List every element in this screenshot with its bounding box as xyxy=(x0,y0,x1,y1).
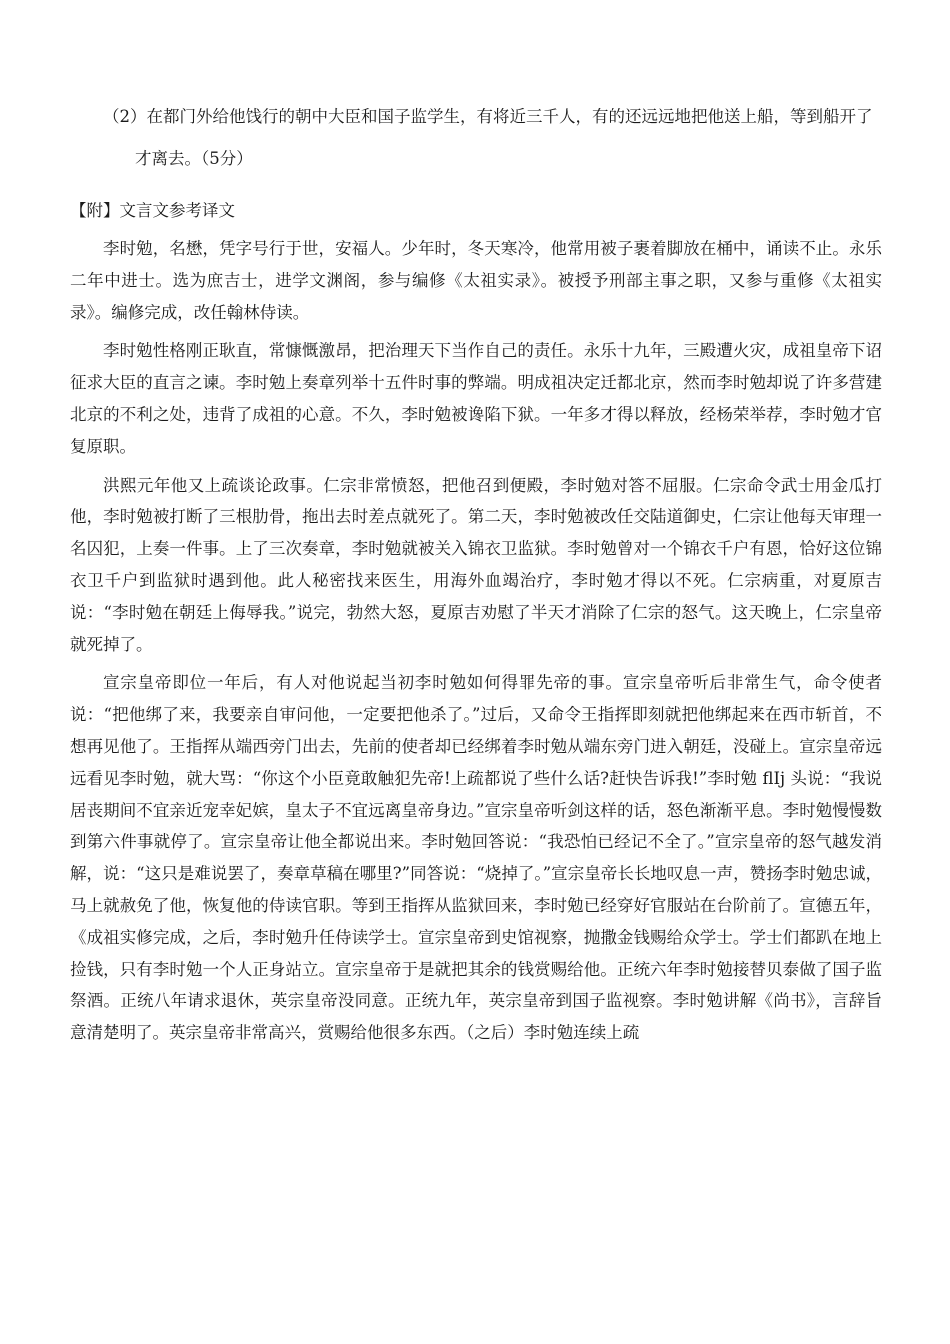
question-line-1: （2）在都门外给他饯行的朝中大臣和国子监学生，有将近三千人，有的还远远地把他送上船，等到船开了 xyxy=(103,107,873,126)
reference-translation xyxy=(70,233,882,1056)
question-line-2: 才离去。（5分） xyxy=(135,149,253,168)
translation-paragraph-3: 洪熙元年他又上疏谈论政事。仁宗非常愤怒，把他召到便殿，李时勉对答不屈服。仁宗命令武士用金瓜打他，李时勉被打断了三根肋骨，拖出去时差点就死了。第二天，李时勉被改任交陆道御史，仁宗让他每天审理一名囚犯，上奏一件事。上了三次奏章，李时勉就被关入锦衣卫监狱。李时勉曾对一个锦衣千户有恩，恰好这位锦衣卫千户到监狱时遇到他。此人秘密找来医生，用海外血竭治疗，李时勉才得以不死。仁宗病重，对夏原吉说：“李时勉在朝廷上侮辱我。”说完，勃然大怒，夏原吉劝慰了半天才消除了仁宗的怒气。这天晚上，仁宗皇帝就死掉了。 xyxy=(70,475,882,654)
translation-question xyxy=(103,96,893,180)
translation-paragraph-1: 李时勉，名懋，凭字号行于世，安福人。少年时，冬天寒冷，他常用被子裹着脚放在桶中，诵读不止。永乐二年中进士。选为庶吉士，进学文渊阁，参与编修《太祖实录》。被授予刑部主事之职，又参与重修《太祖实录》。编修完成，改任翰林侍读。 xyxy=(70,239,882,322)
translation-paragraph-2: 李时勉性格刚正耿直，常慷慨激昂，把治理天下当作自己的责任。永乐十九年，三殿遭火灾，成祖皇帝下诏征求大臣的直言之谏。李时勉上奏章列举十五件时事的弊端。明成祖决定迁都北京，然而李时勉却说了许多营建北京的不利之处，违背了成祖的心意。不久，李时勉被谗陷下狱。一年多才得以释放，经杨荣举荐，李时勉才官复原职。 xyxy=(70,341,882,456)
appendix-heading: 【附】文言文参考译文 xyxy=(70,201,235,220)
translation-paragraph-4: 宣宗皇帝即位一年后，有人对他说起当初李时勉如何得罪先帝的事。宣宗皇帝听后非常生气，命令使者说：“把他绑了来，我要亲自审问他，一定要把他杀了。”过后，又命令王指挥即刻就把他绑起来在西市斩首，不想再见他了。王指挥从端西旁门出去，先前的使者却已经绑着李时勉从端东旁门进入朝廷，没碰上。宣宗皇帝远远看见李时勉，就大骂：“你这个小臣竟敢触犯先帝!上疏都说了些什么话?赶快告诉我!”李时勉 flIj 头说：“我说居丧期间不宜亲近宠幸妃嫔，皇太子不宜远离皇帝身边。”宣宗皇帝听剑这样的话，怒色渐渐平息。李时勉慢慢数到第六件事就停了。宣宗皇帝让他全都说出来。李时勉回答说：“我恐怕已经记不全了。”宣宗皇帝的怒气越发消解，说：“这只是难说罢了，奏章草稿在哪里?”同答说：“烧掉了。”宣宗皇帝长长地叹息一声，赞扬李时勉忠诚，马上就赦免了他，恢复他的侍读官职。等到王指挥从监狱回来，李时勉已经穿好官服站在台阶前了。宣德五年，《成祖实修完成，之后，李时勉升任侍读学士。宣宗皇帝到史馆视察，抛撒金钱赐给众学士。学士们都趴在地上捡钱，只有李时勉一个人正身站立。宣宗皇帝于是就把其余的钱赏赐给他。正统六年李时勉接替贝泰做了国子监祭酒。正统八年请求退休，英宗皇帝没同意。正统九年，英宗皇帝到国子监视察。李时勉讲解《尚书》，言辞旨意清楚明了。英宗皇帝非常高兴，赏赐给他很多东西。（之后）李时勉连续上疏 xyxy=(70,673,882,1043)
